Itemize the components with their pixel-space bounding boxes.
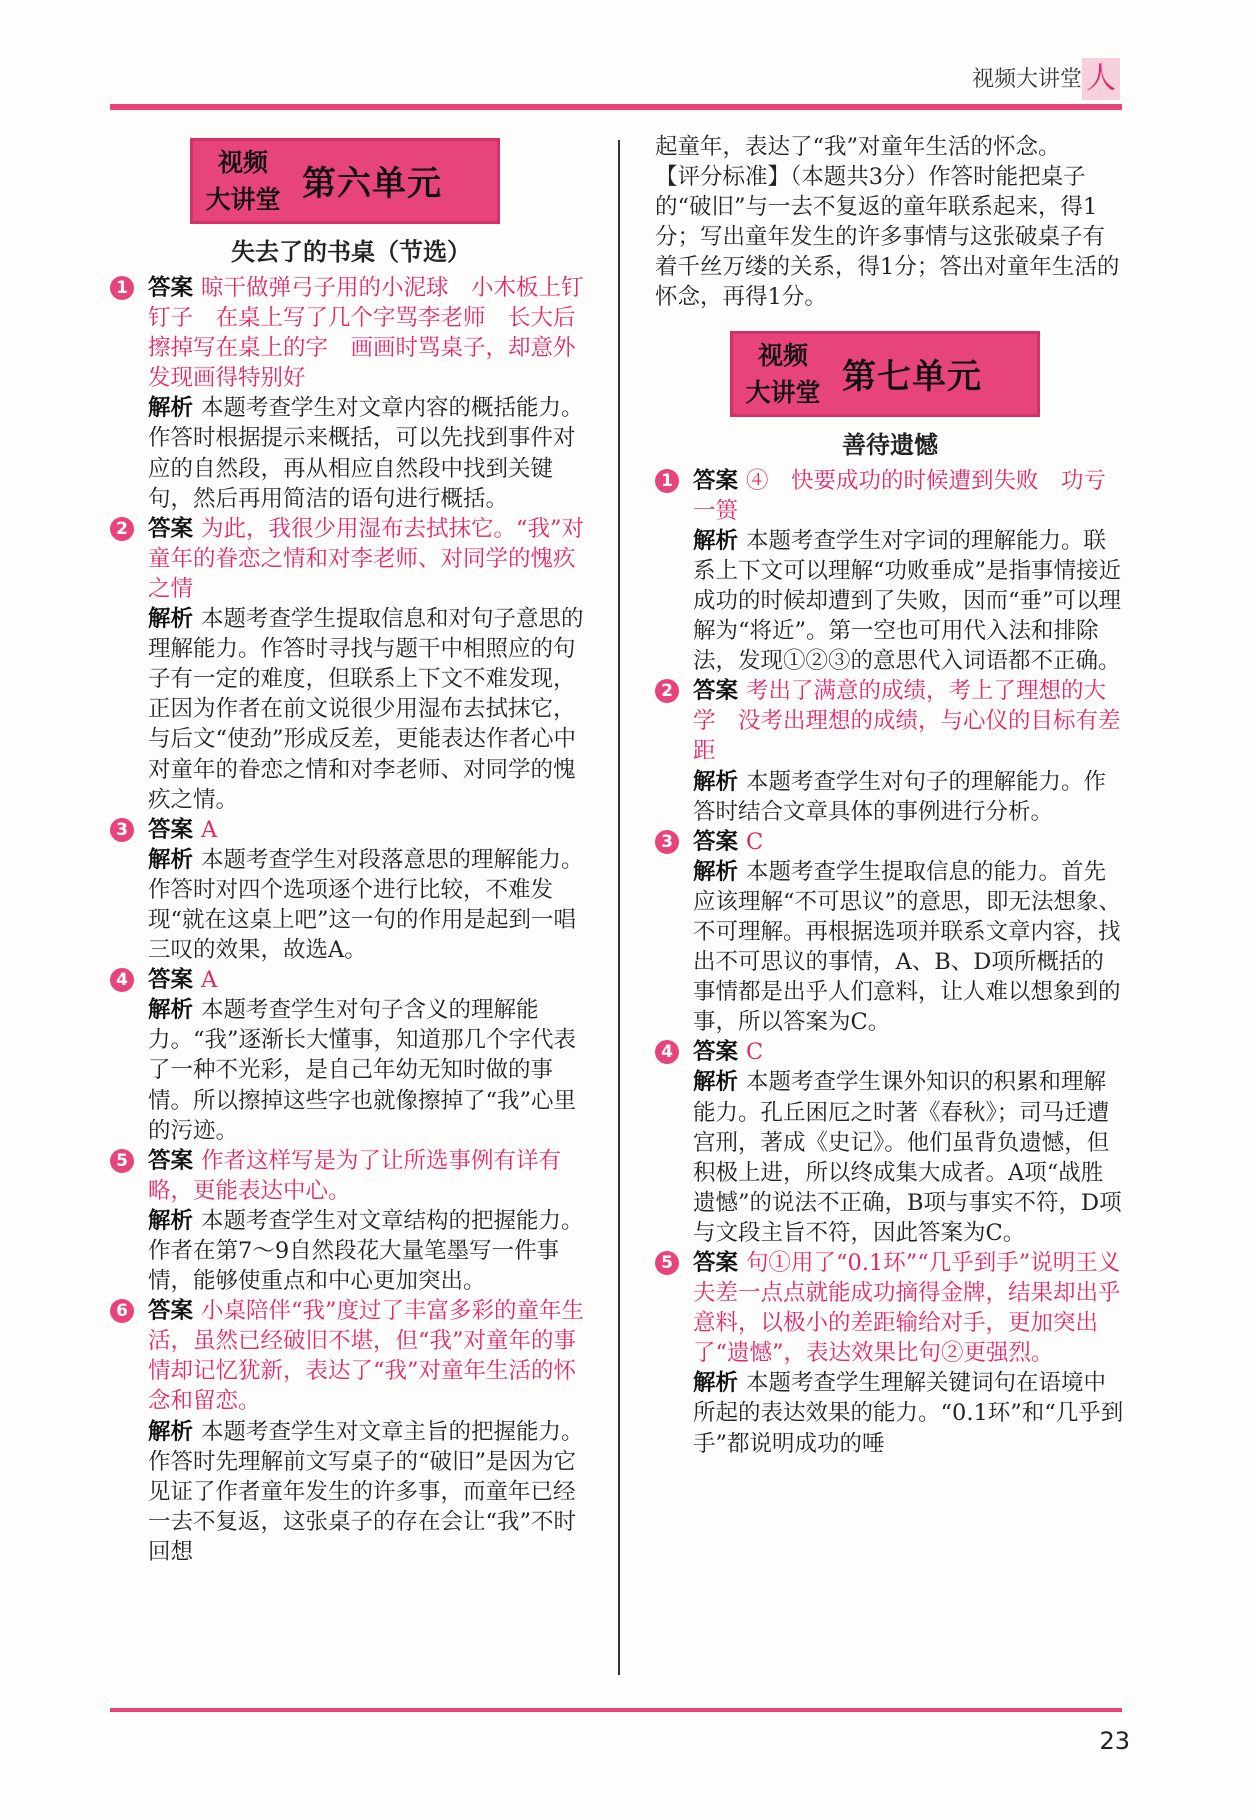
question-item — [110, 1296, 592, 1567]
analysis-text: 本题考查学生对文章主旨的把握能力。作答时先理解前文写桌子的“破旧”是因为它见证了作者童年发生的许多事，而童年已经一去不复返，这张桌子的存在会让“我”不时回想 — [148, 1418, 584, 1565]
publisher-logo-icon: 人 — [1082, 58, 1120, 100]
analysis-label: 解析 — [148, 997, 194, 1024]
analysis-label: 解析 — [148, 846, 194, 873]
section-title: 善待遗憾 — [842, 430, 938, 459]
answer-text: C — [746, 828, 764, 855]
analysis-label: 解析 — [148, 1418, 194, 1445]
right-column — [655, 132, 1125, 1459]
answer-label: 答案 — [693, 1039, 739, 1066]
banner-brand: 视频 大讲堂 — [205, 148, 281, 214]
analysis-text: 本题考查学生对文章内容的概括能力。作答时根据提示来概括，可以先找到事件对应的自然段，再从相应自然段中找到关键句，然后再用简洁的语句进行概括。 — [148, 395, 584, 512]
answer-text: 小桌陪伴“我”度过了丰富多彩的童年生活，虽然已经破旧不堪，但“我”对童年的事情却记忆犹新，表达了“我”对童年生活的怀念和留恋。 — [148, 1298, 585, 1415]
question-item — [110, 965, 592, 1146]
answer-text: 作者这样写是为了让所选事例有详有略，更能表达中心。 — [148, 1147, 562, 1204]
question-item — [110, 514, 592, 815]
analysis-text: 本题考查学生对句子的理解能力。作答时结合文章具体的事例进行分析。 — [693, 768, 1107, 825]
analysis-label: 解析 — [148, 395, 194, 422]
analysis-text: 本题考查学生理解关键词句在语境中所起的表达效果的能力。“0.1环”和“几乎到手”都说明成功的唾 — [693, 1370, 1124, 1457]
analysis-label: 解析 — [693, 527, 739, 554]
answer-label: 答案 — [148, 275, 194, 301]
header-label: 视频大讲堂 — [971, 67, 1082, 92]
left-column — [110, 132, 592, 1567]
analysis-label: 解析 — [148, 606, 194, 633]
unit-banner-seven — [730, 331, 1040, 417]
question-number-badge: 4 — [110, 968, 134, 992]
answer-label: 答案 — [693, 1250, 739, 1276]
question-number-badge: 5 — [110, 1149, 134, 1173]
answer-label: 答案 — [148, 967, 194, 994]
answer-text: 为此，我很少用湿布去拭抹它。“我”对童年的眷恋之情和对李老师、对同学的愧疚之情 — [148, 515, 585, 602]
answer-text: A — [201, 816, 218, 843]
question-number-badge: 1 — [110, 276, 134, 300]
question-number-badge: 3 — [110, 818, 134, 842]
answer-label: 答案 — [693, 828, 739, 855]
analysis-label: 解析 — [693, 1370, 739, 1397]
answer-label: 答案 — [693, 678, 739, 705]
bottom-rule — [110, 1708, 1122, 1712]
answer-label: 答案 — [148, 1298, 194, 1325]
section-title: 失去了的书桌（节选） — [231, 238, 471, 266]
top-rule — [110, 104, 1122, 110]
page-number: 23 — [1099, 1727, 1130, 1755]
answer-label: 答案 — [693, 467, 739, 494]
answer-text: A — [201, 967, 218, 994]
answer-label: 答案 — [148, 515, 194, 542]
analysis-text: 本题考查学生对段落意思的理解能力。作答时对四个选项逐个进行比较，不难发现“就在这桌上吧”这一句的作用是起到一唱三叹的效果，故选A。 — [148, 846, 584, 964]
scoring-standard-text: 【评分标准】（本题共3分）作答时能把桌子的“破旧”与一去不复返的童年联系起来，得1分；写出童年发生的许多事情与这张破桌子有着千丝万缕的关系，得1分；答出对童年生活的怀念，再得1分。 — [655, 164, 1120, 311]
continued-analysis-text: 起童年，表达了“我”对童年生活的怀念。 — [655, 134, 1061, 160]
banner-brand: 视频 大讲堂 — [745, 340, 821, 407]
question-item — [655, 466, 1125, 677]
question-number-badge: 5 — [655, 1251, 679, 1275]
analysis-text: 本题考查学生课外知识的积累和理解能力。孔丘困厄之时著《春秋》；司马迁遭宫刑，著成《史记》。他们虽背负遗憾，但积极上进，所以终成集大成者。A项“战胜遗憾”的说法不正确，B项与事实不符，D项与文段主旨不符，因此答案为C。 — [693, 1069, 1122, 1246]
question-item — [655, 1037, 1125, 1248]
analysis-text: 本题考查学生对字词的理解能力。联系上下文可以理解“功败垂成”是指事情接近成功的时候却遭到了失败，因而“垂”可以理解为“将近”。第一空也可用代入法和排除法，发现①②③的意思代入词语都不正确。 — [693, 527, 1122, 675]
question-item — [110, 1146, 592, 1296]
analysis-text: 本题考查学生对文章结构的把握能力。作者在第7～9自然段花大量笔墨写一件事情，能够使重点和中心更加突出。 — [148, 1207, 584, 1295]
answer-label: 答案 — [148, 816, 194, 843]
analysis-label: 解析 — [148, 1207, 194, 1234]
answer-label: 答案 — [148, 1147, 194, 1174]
question-item — [655, 676, 1125, 826]
question-item — [655, 1248, 1125, 1459]
banner-unit-title: 第六单元 — [302, 164, 442, 204]
answer-text: ④ 快要成功的时候遭到失败 功亏一篑 — [693, 467, 1107, 524]
answer-text: C — [746, 1039, 764, 1066]
question-number-badge: 4 — [655, 1040, 679, 1064]
analysis-label: 解析 — [693, 858, 739, 885]
question-item — [655, 827, 1125, 1038]
question-number-badge: 1 — [655, 469, 679, 493]
question-number-badge: 2 — [655, 679, 679, 703]
question-number-badge: 3 — [655, 830, 679, 854]
answer-text: 考出了满意的成绩，考上了理想的大学 没考出理想的成绩，与心仪的目标有差距 — [693, 678, 1121, 765]
analysis-label: 解析 — [693, 768, 739, 795]
question-item — [110, 273, 592, 514]
analysis-text: 本题考查学生提取信息和对句子意思的理解能力。作答时寻找与题干中相照应的句子有一定的难度，但联系上下文不难发现，正因为作者在前文说很少用湿布去拭抹它，与后文“使劲”形成反差，更能表达作者心中对童年的眷恋之情和对李老师、对同学的愧疚之情。 — [148, 606, 584, 813]
question-item — [110, 815, 592, 965]
analysis-text: 本题考查学生对句子含义的理解能力。“我”逐渐长大懂事，知道那几个字代表了一种不光彩，是自己年幼无知时做的事情。所以擦掉这些字也就像擦掉了“我”心里的污迹。 — [148, 997, 577, 1144]
banner-unit-title: 第七单元 — [842, 356, 982, 397]
analysis-label: 解析 — [693, 1069, 739, 1096]
question-number-badge: 2 — [110, 517, 134, 541]
unit-banner-six — [190, 138, 500, 224]
answer-text: 句①用了“0.1环”“几乎到手”说明王义夫差一点点就能成功摘得金牌，结果却出乎意料，以极小的差距输给对手，更加突出了“遗憾”，表达效果比句②更强烈。 — [693, 1250, 1121, 1367]
answer-text: 晾干做弹弓子用的小泥球 小木板上钉钉子 在桌上写了几个字骂李老师 长大后擦掉写在桌上的字 画画时骂桌子，却意外发现画得特别好 — [148, 275, 584, 392]
column-divider — [618, 140, 620, 1675]
question-number-badge: 6 — [110, 1299, 134, 1323]
analysis-text: 本题考查学生提取信息的能力。首先应该理解“不可思议”的意思，即无法想象、不可理解。再根据选项并联系文章内容，找出不可思议的事情，A、B、D项所概括的事情都是出乎人们意料，让人难以想象到的事，所以答案为C。 — [693, 858, 1122, 1036]
